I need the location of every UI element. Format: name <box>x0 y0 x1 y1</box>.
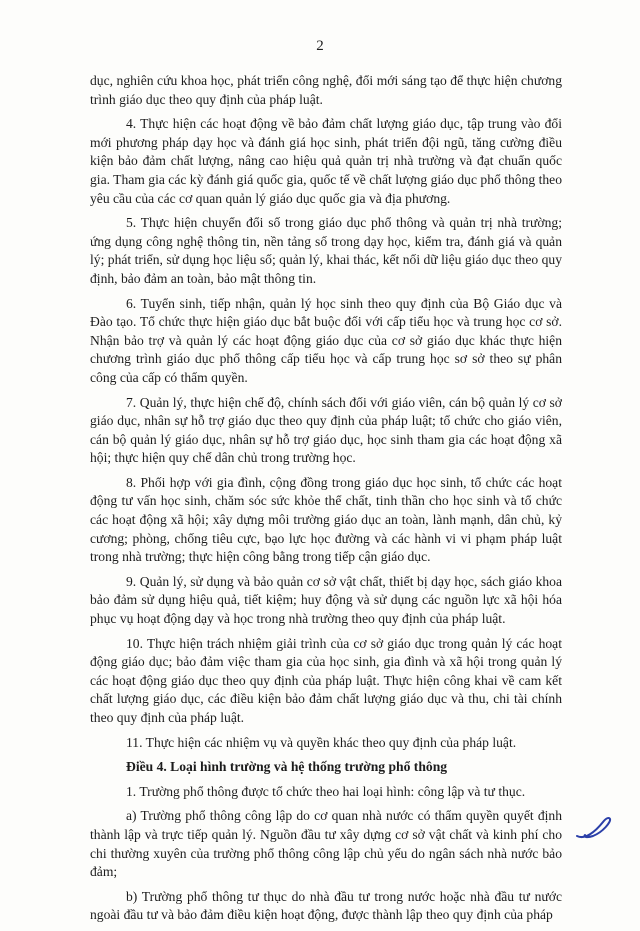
page-number: 2 <box>316 38 324 54</box>
document-body <box>90 72 562 931</box>
paragraph-item-8: 8. Phối hợp với gia đình, cộng đồng trong giáo dục học sinh, tổ chức các hoạt động tư vấn học sinh, chăm sóc sức khỏe thể chất, tinh thần cho học sinh và tổ chức các hoạt động xã hội; xây dựng môi trường giáo dục an toàn, lành mạnh, dân chủ, kỷ cương; phòng, chống tiêu cực, bạo lực học đường và các hành vi vi phạm pháp luật trong nhà trường; thực hiện công bằng trong tiếp cận giáo dục. <box>90 474 562 565</box>
article-heading: Điều 4. Loại hình trường và hệ thống trường phổ thông <box>126 759 448 775</box>
paragraph-item-5: 5. Thực hiện chuyển đổi số trong giáo dục phổ thông và quản trị nhà trường; ứng dụng công nghệ thông tin, nền tảng số trong dạy học, kiểm tra, đánh giá và quản lý; phát triển, sử dụng học liệu số; quản lý, khai thác, kết nối dữ liệu giáo dục theo quy định, bảo đảm an toàn, bảo mật thông tin. <box>90 215 562 286</box>
paragraph-item-10: 10. Thực hiện trách nhiệm giải trình của cơ sở giáo dục trong quản lý các hoạt động giáo dục; bảo đảm việc tham gia của học sinh, gia đình và xã hội trong quản lý các hoạt động giáo dục theo quy định của pháp luật. Thực hiện công khai về cam kết chất lượng giáo dục, các điều kiện bảo đảm chất lượng giáo dục và thu, chi tài chính theo quy định của pháp luật. <box>90 635 562 725</box>
paragraph-continuation: dục, nghiên cứu khoa học, phát triển công nghệ, đổi mới sáng tạo để thực hiện chương trình giáo dục theo quy định của pháp luật. <box>90 73 562 107</box>
paragraph-item-9: 9. Quản lý, sử dụng và bảo quản cơ sở vật chất, thiết bị dạy học, sách giáo khoa bảo đảm sử dụng hiệu quả, tiết kiệm; huy động và sử dụng các nguồn lực xã hội hóa phục vụ hoạt động dạy và học trong nhà trường theo quy định của pháp luật. <box>90 573 562 627</box>
paragraph-item-11: 11. Thực hiện các nhiệm vụ và quyền khác theo quy định của pháp luật. <box>126 734 517 750</box>
paragraph-item-6: 6. Tuyển sinh, tiếp nhận, quản lý học sinh theo quy định của Bộ Giáo dục và Đào tạo. Tổ chức thực hiện giáo dục bắt buộc đối với cấp tiểu học và trung học cơ sở. Nhận bảo trợ và quản lý các hoạt động giáo dục của cơ sở giáo dục khác thực hiện chương trình giáo dục phổ thông cấp tiểu học và cấp trung học sơ sở theo sự phân công của cấp có thẩm quyền. <box>90 295 562 385</box>
paragraph-item-4: 4. Thực hiện các hoạt động về bảo đảm chất lượng giáo dục, tập trung vào đổi mới phương pháp dạy học và đánh giá học sinh, phát triển đội ngũ, tăng cường điều kiện bảo đảm chất lượng, nâng cao hiệu quả quản trị nhà trường và đạt chuẩn quốc gia. Tham gia các kỳ đánh giá quốc gia, quốc tế về chất lượng giáo dục phổ thông theo yêu cầu của các cơ quan quản lý giáo dục quốc gia và địa phương. <box>90 116 562 206</box>
article-paragraph-1: 1. Trường phổ thông được tổ chức theo hai loại hình: công lập và tư thục. <box>126 783 526 799</box>
article-paragraph-a: a) Trường phổ thông công lập do cơ quan nhà nước có thẩm quyền quyết định thành lập và trực tiếp quản lý. Nguồn đầu tư xây dựng cơ sở vật chất và kinh phí cho chi thường xuyên của trường phổ thông công lập chủ yếu do ngân sách nhà nước bảo đảm; <box>90 808 562 880</box>
paragraph-item-7: 7. Quản lý, thực hiện chế độ, chính sách đối với giáo viên, cán bộ quản lý cơ sở giáo dục, nhân sự hỗ trợ giáo dục theo quy định của pháp luật; tổ chức cho giáo viên, cán bộ quản lý giáo dục, nhân sự hỗ trợ giáo dục, học sinh tham gia các hoạt động xã hội; thực hiện quy chế dân chủ trong trường học. <box>90 394 562 466</box>
article-paragraph-b: b) Trường phổ thông tư thục do nhà đầu tư trong nước hoặc nhà đầu tư nước ngoài đầu tư và bảo đảm điều kiện hoạt động, được thành lập theo quy định của pháp <box>90 888 562 923</box>
initial-signature-mark <box>573 814 613 842</box>
